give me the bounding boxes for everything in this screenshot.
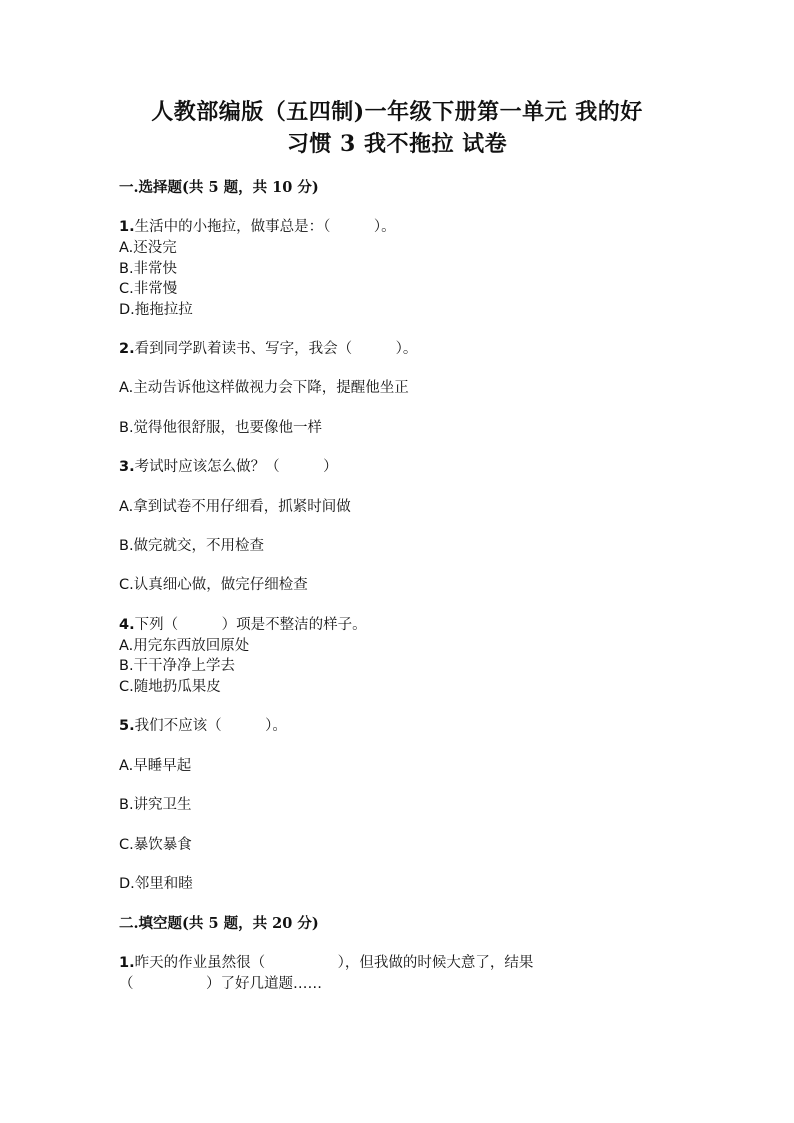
- question-text: 昨天的作业虽然很（ ），但我做的时候大意了，结果: [134, 955, 534, 971]
- option-4c: C.随地扔瓜果皮: [119, 679, 221, 695]
- question-text: 考试时应该怎么做？（ ）: [134, 459, 338, 475]
- option-5a: A.早睡早起: [119, 758, 192, 774]
- option-1b: B.非常快: [119, 261, 178, 277]
- option-5d: D.邻里和睦: [119, 876, 193, 892]
- question-4: [119, 615, 367, 635]
- question-number: 1.: [119, 219, 135, 235]
- option-2a: A.主动告诉他这样做视力会下降，提醒他坐正: [119, 380, 409, 396]
- option-4b: B.干干净净上学去: [119, 658, 236, 674]
- question-text: 我们不应该（ ）。: [134, 718, 287, 734]
- question-number: 3.: [119, 459, 135, 475]
- option-1d: D.拖拖拉拉: [119, 302, 193, 318]
- option-3a: A.拿到试卷不用仔细看，抓紧时间做: [119, 499, 351, 515]
- fill-question-1: [119, 953, 533, 973]
- option-3b: B.做完就交，不用检查: [119, 538, 265, 554]
- option-2b: B.觉得他很舒服，也要像他一样: [119, 420, 323, 436]
- question-number: 1.: [119, 955, 135, 971]
- question-text: 生活中的小拖拉，做事总是：（ ）。: [134, 219, 396, 235]
- section-heading-choice: 一.选择题(共 5 题，共 10 分): [119, 179, 319, 196]
- question-number: 5.: [119, 718, 135, 734]
- exam-title-line-2: 习惯 3 我不拖拉 试卷: [286, 131, 508, 157]
- question-1: [119, 217, 396, 237]
- option-5c: C.暴饮暴食: [119, 837, 192, 853]
- question-number: 2.: [119, 341, 135, 357]
- option-1c: C.非常慢: [119, 281, 178, 297]
- exam-title-line-1: 人教部编版（五四制)一年级下册第一单元 我的好: [151, 99, 643, 125]
- option-5b: B.讲究卫生: [119, 797, 192, 813]
- option-1a: A.还没完: [119, 240, 177, 256]
- section-heading-fill-blank: 二.填空题(共 5 题，共 20 分): [119, 915, 319, 932]
- question-3: [119, 457, 338, 477]
- question-5: [119, 716, 287, 736]
- question-text: 下列（ ）项是不整洁的样子。: [134, 617, 367, 633]
- question-number: 4.: [119, 617, 135, 633]
- fill-question-1-continuation: （ ）了好几道题……: [119, 976, 322, 992]
- option-4a: A.用完东西放回原处: [119, 638, 250, 654]
- question-text: 看到同学趴着读书、写字，我会（ ）。: [134, 341, 418, 357]
- option-3c: C.认真细心做，做完仔细检查: [119, 577, 308, 593]
- question-2: [119, 339, 417, 359]
